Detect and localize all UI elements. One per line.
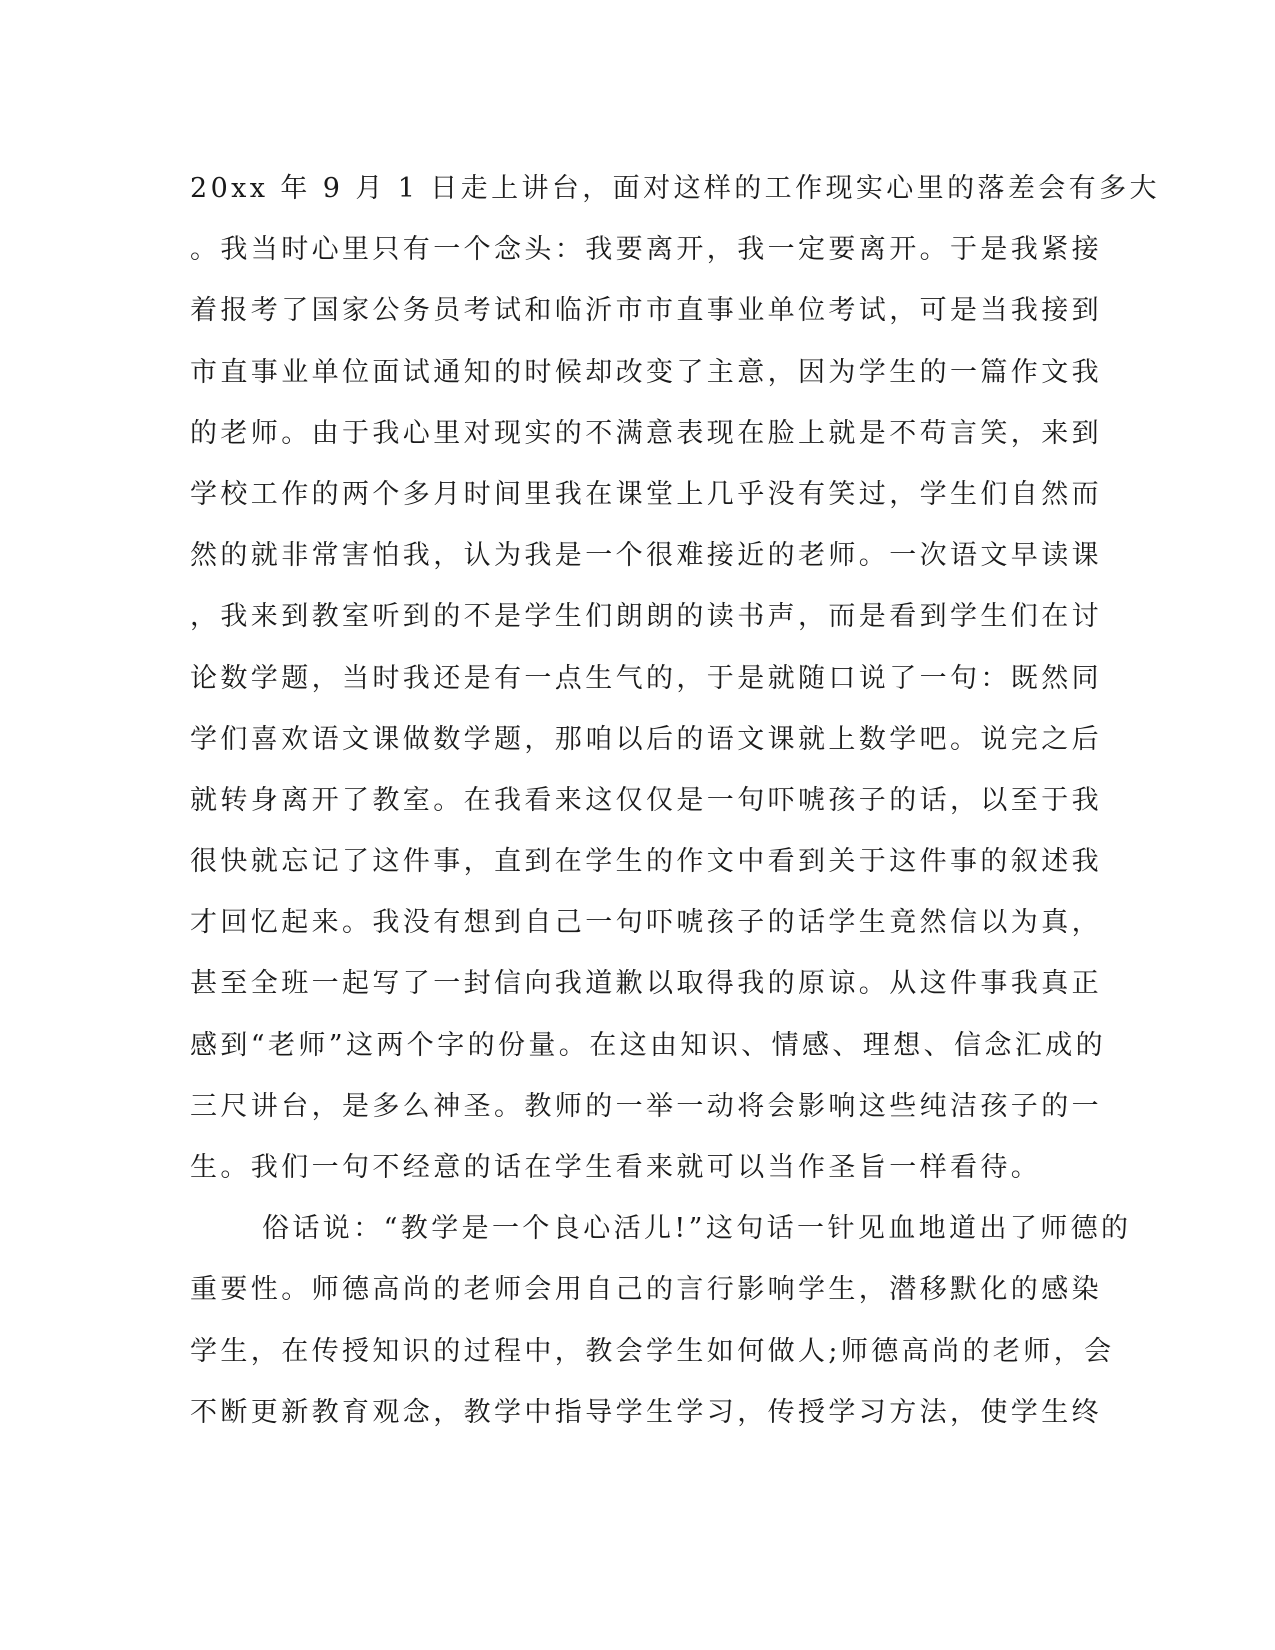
text-line-14: 甚至全班一起写了一封信向我道歉以取得我的原谅。从这件事我真正: [190, 968, 1102, 1000]
text-line-8: ，我来到教室听到的不是学生们朗朗的读书声，而是看到学生们在讨: [190, 601, 1102, 633]
text-line-19: 重要性。师德高尚的老师会用自己的言行影响学生，潜移默化的感染: [190, 1274, 1102, 1306]
text-line-7: 然的就非常害怕我，认为我是一个很难接近的老师。一次语文早读课: [190, 540, 1102, 572]
text-line-11: 就转身离开了教室。在我看来这仅仅是一句吓唬孩子的话，以至于我: [190, 784, 1102, 816]
text-line-4: 市直事业单位面试通知的时候却改变了主意，因为学生的一篇作文我: [190, 356, 1102, 388]
text-line-13: 才回忆起来。我没有想到自己一句吓唬孩子的话学生竟然信以为真，: [190, 907, 1102, 939]
text-line-16: 三尺讲台，是多么神圣。教师的一举一动将会影响这些纯洁孩子的一: [190, 1090, 1102, 1122]
text-line-9: 论数学题，当时我还是有一点生气的，于是就随口说了一句：既然同: [190, 662, 1102, 694]
text-line-10: 学们喜欢语文课做数学题，那咱以后的语文课就上数学吧。说完之后: [190, 723, 1102, 755]
text-line-12: 很快就忘记了这件事，直到在学生的作文中看到关于这件事的叙述我: [190, 846, 1102, 878]
text-line-18-paragraph-start: 俗话说：“教学是一个良心活儿!”这句话一针见血地道出了师德的: [262, 1213, 1132, 1245]
text-line-20: 学生，在传授知识的过程中，教会学生如何做人;师德高尚的老师，会: [190, 1335, 1115, 1367]
text-line-17: 生。我们一句不经意的话在学生看来就可以当作圣旨一样看待。: [190, 1152, 1042, 1183]
body-text: [190, 158, 1160, 1443]
text-line-6: 学校工作的两个多月时间里我在课堂上几乎没有笑过，学生们自然而: [190, 478, 1102, 510]
text-line-15: 感到“老师”这两个字的份量。在这由知识、情感、理想、信念汇成的: [190, 1029, 1107, 1061]
text-line-21: 不断更新教育观念，教学中指导学生学习，传授学习方法，使学生终: [190, 1396, 1102, 1428]
text-line-2: 。我当时心里只有一个念头：我要离开，我一定要离开。于是我紧接: [190, 234, 1102, 266]
text-line-1: 20xx 年 9 月 1 日走上讲台，面对这样的工作现实心里的落差会有多大: [190, 173, 1160, 204]
text-line-5: 的老师。由于我心里对现实的不满意表现在脸上就是不苟言笑，来到: [190, 417, 1102, 449]
text-line-3: 着报考了国家公务员考试和临沂市市直事业单位考试，可是当我接到: [190, 295, 1102, 327]
